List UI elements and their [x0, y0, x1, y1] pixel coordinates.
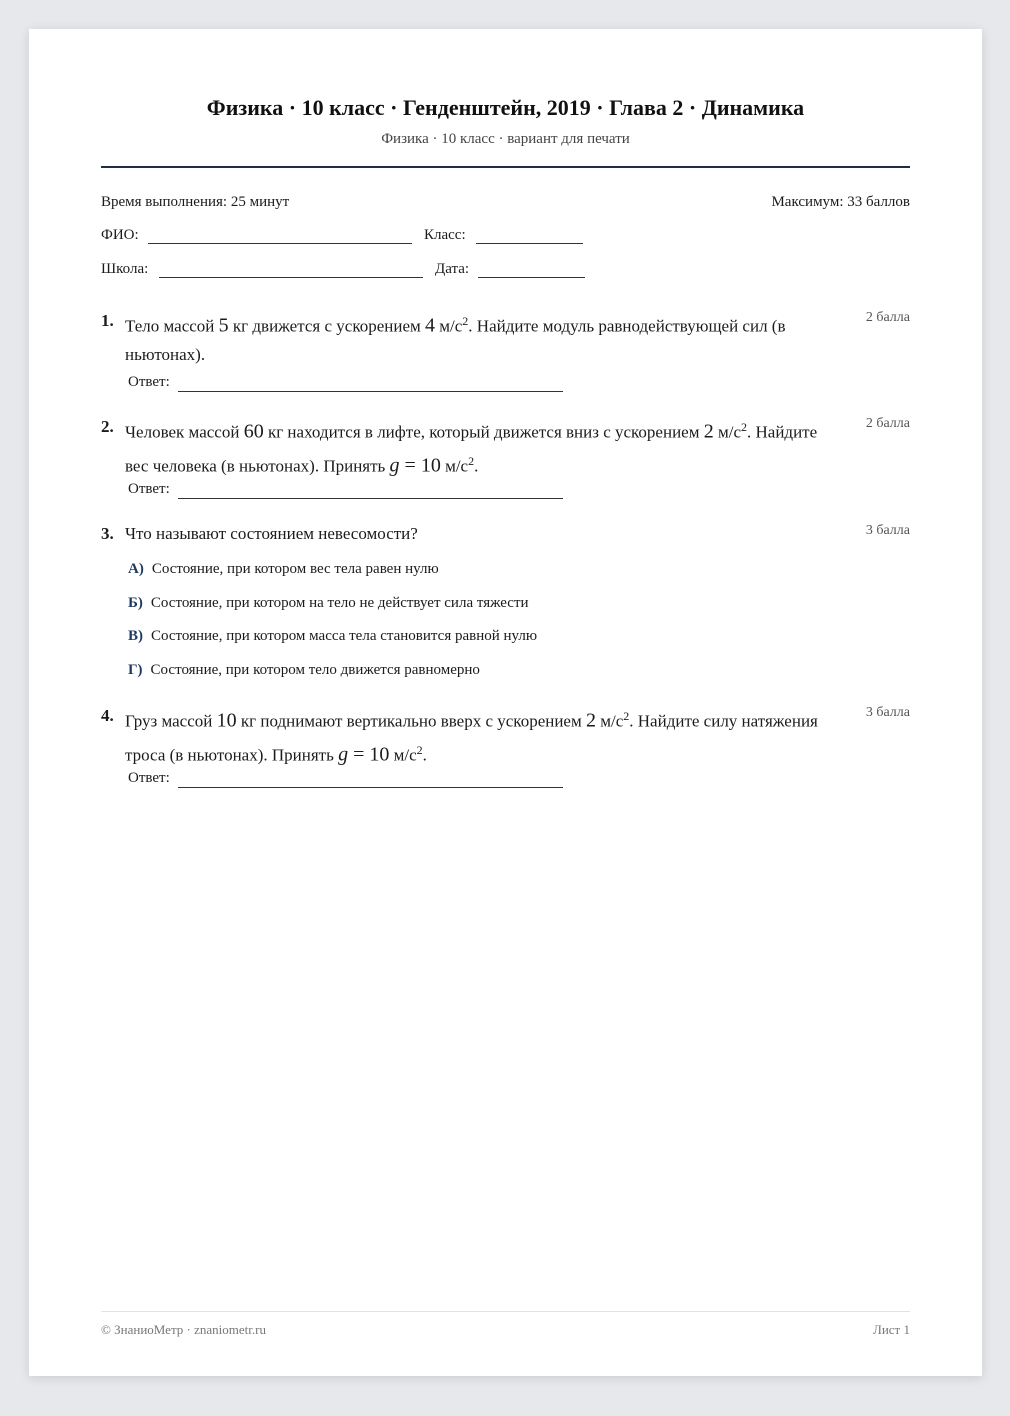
answer-4	[128, 770, 568, 790]
option-a[interactable]	[128, 561, 439, 578]
page-title: Физика · 10 класс · Генденштейн, 2019 · Глава 2 · Динамика	[206, 95, 805, 120]
school-label: Школа:	[101, 261, 149, 277]
footer-divider	[101, 1311, 910, 1312]
answer-input-line[interactable]	[178, 498, 563, 499]
fio-class-row	[101, 227, 601, 249]
option-d[interactable]	[128, 662, 480, 679]
option-text: Состояние, при котором масса тела становится равной нулю	[151, 628, 538, 644]
option-text: Состояние, при котором на тело не действует сила тяжести	[150, 595, 529, 611]
option-c[interactable]	[128, 628, 537, 645]
question-number: 3.	[101, 524, 114, 543]
option-letter: Б)	[128, 595, 143, 611]
time-limit: Время выполнения: 25 минут	[101, 194, 290, 210]
footer-copyright: © ЗнаниоМетр · znaniometr.ru	[101, 1322, 266, 1337]
answer-input-line[interactable]	[178, 391, 563, 392]
fio-input-line[interactable]	[148, 243, 412, 244]
option-letter: В)	[128, 628, 143, 644]
worksheet-page	[29, 29, 982, 1376]
question-text: Тело массой 5 кг движется с ускорением 4 $м/с^2$. Найдите модуль равнодействующей сил (в ньютонах).	[125, 314, 786, 364]
option-text: Состояние, при котором тело движется равномерно	[150, 662, 480, 678]
option-b[interactable]	[128, 595, 529, 612]
class-input-line[interactable]	[476, 243, 583, 244]
option-letter: А)	[128, 561, 144, 577]
answer-label: Ответ:	[128, 770, 170, 786]
question-text: Человек массой 60 кг находится в лифте, который движется вниз с ускорением 2 $м/с^2$. Найдите вес человека (в ньютонах). Принять g = 10 $м/с^2$.	[125, 420, 818, 477]
class-label: Класс:	[424, 227, 466, 243]
question-number: 2.	[101, 417, 114, 436]
date-label: Дата:	[435, 261, 470, 277]
question-text: Груз массой 10 кг поднимают вертикально вверх с ускорением 2 $м/с^2$. Найдите силу натяжения троса (в ньютонах). Принять g = 10 $м/с^2$.	[125, 709, 818, 766]
school-input-line[interactable]	[159, 277, 423, 278]
question-text: Что называют состоянием невесомости?	[125, 524, 418, 543]
question-points: 3 балла	[865, 705, 910, 720]
question-number: 4.	[101, 706, 114, 725]
answer-label: Ответ:	[128, 481, 170, 497]
max-score: Максимум: 33 баллов	[771, 194, 910, 210]
question-points: 3 балла	[865, 523, 910, 538]
header-divider	[101, 166, 910, 168]
date-input-line[interactable]	[478, 277, 585, 278]
question-number: 1.	[101, 311, 114, 330]
question-points: 2 балла	[865, 310, 910, 325]
school-date-row	[101, 261, 601, 283]
footer-sheet-number: Лист 1	[873, 1322, 910, 1337]
answer-1	[128, 374, 568, 394]
fio-label: ФИО:	[101, 227, 139, 243]
answer-input-line[interactable]	[178, 787, 563, 788]
question-points: 2 балла	[865, 416, 910, 431]
option-letter: Г)	[128, 662, 143, 678]
answer-2	[128, 481, 568, 501]
page-subtitle: Физика · 10 класс · вариант для печати	[381, 131, 630, 147]
answer-label: Ответ:	[128, 374, 170, 390]
question-3	[101, 520, 910, 550]
option-text: Состояние, при котором вес тела равен нулю	[151, 561, 439, 577]
